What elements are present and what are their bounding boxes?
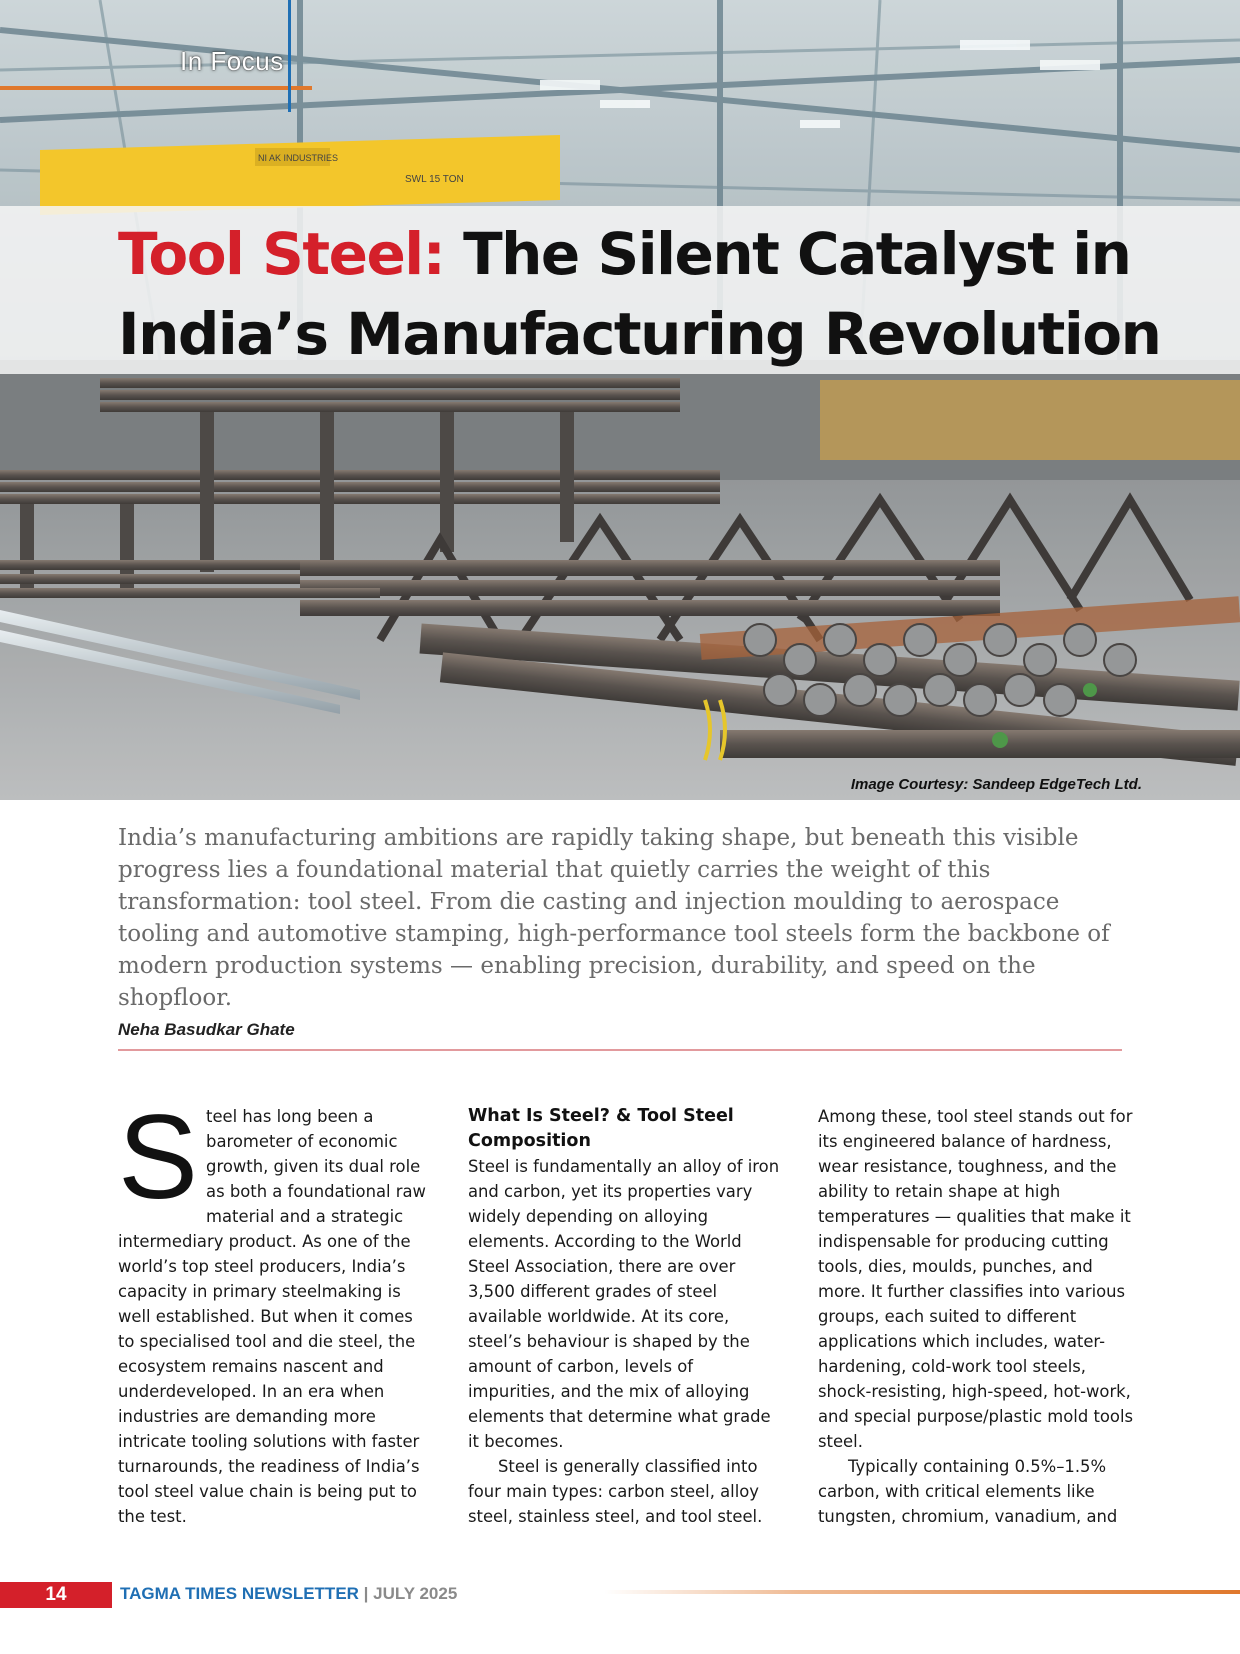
- column-2-para-2: Steel is generally classified into four main types: carbon steel, alloy steel, stainless steel, and tool steel.: [468, 1457, 763, 1526]
- section-tag-divider: [288, 0, 291, 112]
- column-1-text: teel has long been a barometer of economic growth, given its dual role as both a foundational raw material and a strategic intermediary product. As one of the world’s top steel producers, India’s capacity in primary steelmaking is well established. But when it comes to specialised tool and die steel, the ecosystem remains nascent and underdeveloped. In an era when industries are demanding more intricate tooling solutions with faster turnarounds, the readiness of India’s tool steel value chain is being put to the test.: [118, 1107, 426, 1526]
- column-1: [118, 1090, 430, 1529]
- footer-publication: [120, 1584, 457, 1604]
- article-title: [118, 214, 1198, 374]
- footer-accent-line: [604, 1590, 1240, 1594]
- image-credit: Image Courtesy: Sandeep EdgeTech Ltd.: [850, 776, 1142, 793]
- publication-name: TAGMA TIMES NEWSLETTER: [120, 1584, 359, 1603]
- issue-date: JULY 2025: [373, 1584, 458, 1603]
- byline: Neha Basudkar Ghate: [118, 1020, 295, 1039]
- column-3-para-2: Typically containing 0.5%–1.5% carbon, with critical elements like tungsten, chromium, vanadium, and: [818, 1457, 1118, 1526]
- section-tag: In Focus: [180, 46, 284, 76]
- title-accent: Tool Steel:: [118, 220, 445, 288]
- warehouse-illustration: [0, 0, 1240, 800]
- crane-label-2: SWL 15 TON: [405, 174, 464, 185]
- title-rest: The Silent Catalyst in India’s Manufacturing Revolution: [118, 220, 1161, 368]
- section-tag-underline: [0, 86, 312, 90]
- subhead-what-is-steel: What Is Steel? & Tool Steel Composition: [468, 1106, 734, 1151]
- column-2: [468, 1104, 780, 1529]
- standfirst: India’s manufacturing ambitions are rapidly taking shape, but beneath this visible progress lies a foundational material that quietly carries the weight of this transformation: tool steel. From die casting and injection moulding to aerospace tooling and automotive stamping, high-performance tool steels form the backbone of modern production systems — enabling precision, durability, and speed on the shopfloor.: [118, 825, 1110, 1011]
- column-3-para-1: Among these, tool steel stands out for its engineered balance of hardness, wear resistance, toughness, and the ability to retain shape at high temperatures — qualities that make it indispensable for producing cutting tools, dies, moulds, punches, and more. It further classifies into various groups, each suited to different applications which includes, water-hardening, cold-work tool steels, shock-resisting, high-speed, hot-work, and special purpose/plastic mold tools steel.: [818, 1107, 1134, 1451]
- crane-label-1: NI AK INDUSTRIES: [258, 153, 339, 163]
- column-3: [818, 1104, 1140, 1529]
- drop-cap: S: [118, 1090, 199, 1224]
- footer-separator: |: [363, 1584, 369, 1603]
- hero-warehouse-photo: [0, 0, 1240, 800]
- column-2-para-1: Steel is fundamentally an alloy of iron and carbon, yet its properties vary widely depending on alloying elements. According to the World Steel Association, there are over 3,500 different grades of steel available worldwide. At its core, steel’s behaviour is shaped by the amount of carbon, levels of impurities, and the mix of alloying elements that determine what grade it becomes.: [468, 1157, 780, 1451]
- byline-rule: [118, 1049, 1122, 1051]
- page-number: 14: [45, 1584, 67, 1605]
